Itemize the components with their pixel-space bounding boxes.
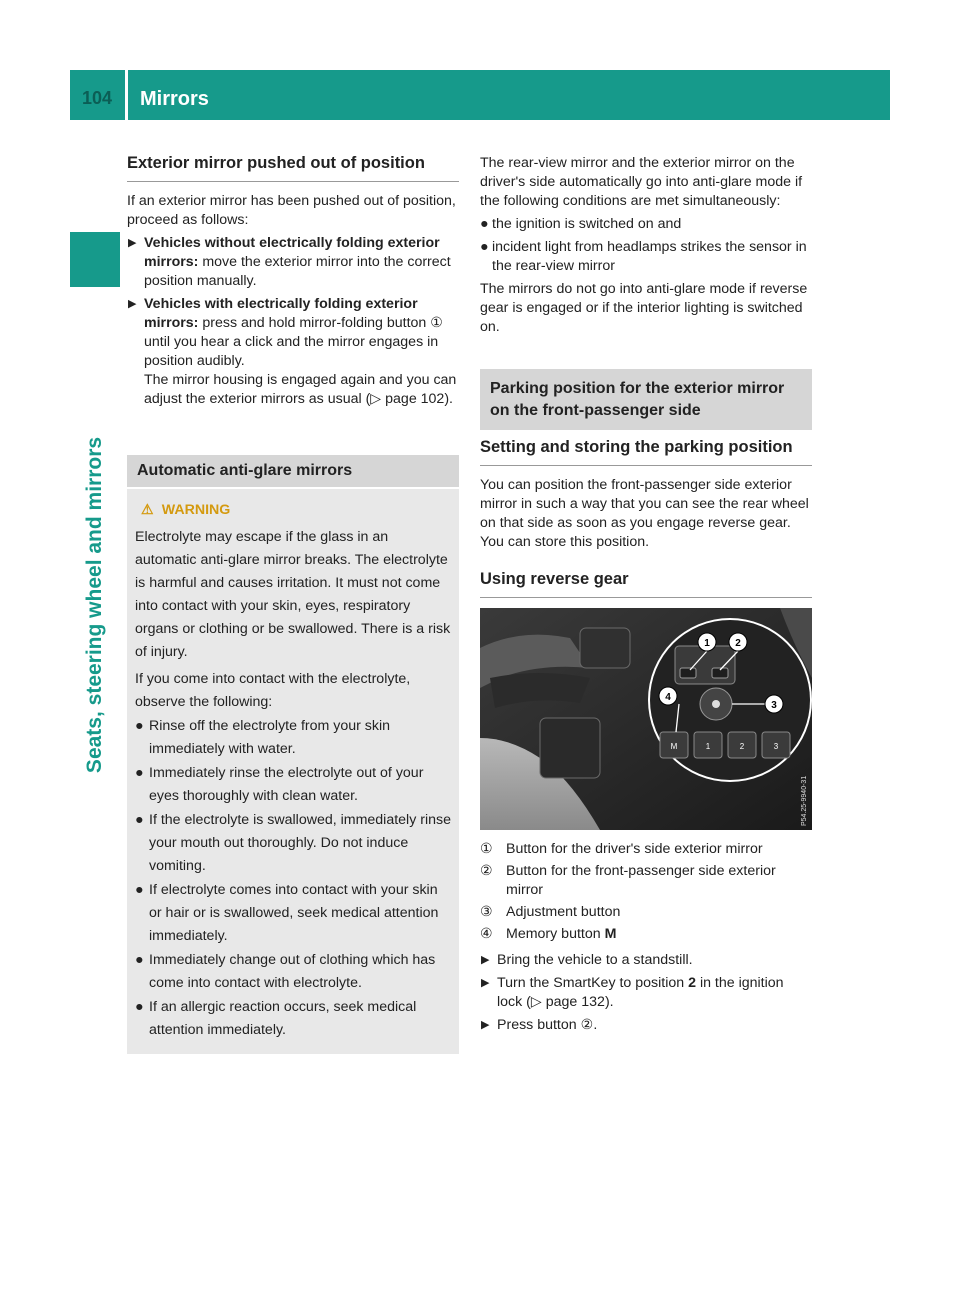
section-heading-anti-glare: Automatic anti-glare mirrors	[127, 455, 459, 487]
step-text: move the exterior mirror into the correct position manually.	[144, 254, 451, 289]
button-label-1: 1	[705, 742, 711, 751]
step-text: Turn the SmartKey to position	[497, 975, 689, 991]
button-label-2: 2	[739, 742, 745, 751]
warning-title	[135, 499, 451, 522]
bullet-icon: ●	[480, 239, 489, 255]
instruction-step	[127, 234, 459, 291]
step-bold-text: Vehicles with electrically folding exterior mirrors:	[144, 296, 418, 331]
callout-label-2: 2	[735, 638, 741, 649]
driver-mirror-button	[680, 668, 696, 678]
bullet-icon: ●	[135, 882, 144, 898]
step-text: Press button	[497, 1017, 581, 1033]
legend-item	[480, 840, 812, 859]
list-item-text: incident light from headlamps strikes the sensor in the rear-view mirror	[492, 239, 807, 274]
arrow-right-icon: ▶	[481, 977, 490, 989]
callout-label-3: 3	[771, 700, 777, 711]
callout-ref: ②	[580, 1017, 594, 1033]
subheading-setting-storing: Setting and storing the parking position	[480, 430, 812, 466]
warning-list-item	[135, 879, 451, 948]
warning-list-item	[135, 715, 451, 761]
legend-text: Button for the driver's side exterior mirror	[506, 841, 763, 857]
legend-number: ①	[480, 841, 493, 857]
adjustment-button-center	[712, 700, 720, 708]
header-divider	[125, 70, 128, 120]
heading-exterior-mirror: Exterior mirror pushed out of position	[127, 150, 459, 182]
subheading-reverse-gear: Using reverse gear	[480, 566, 812, 598]
step-bold-text: Vehicles without electrically folding exterior mirrors:	[144, 235, 440, 270]
step-text: until you hear a click and the mirror engages in position audibly.	[144, 334, 439, 369]
chapter-side-label: Seats, steering wheel and mirrors	[83, 436, 106, 774]
page-reference-link[interactable]: ▷ page 132	[530, 994, 605, 1010]
button-label-3: 3	[773, 742, 779, 751]
window-switch-panel	[540, 718, 600, 778]
arrow-right-icon: ▶	[128, 237, 137, 249]
bullet-icon: ●	[480, 216, 489, 232]
seat-switch-panel	[580, 628, 630, 668]
bullet-icon: ●	[135, 952, 144, 968]
step-text: .	[593, 1017, 598, 1033]
arrow-right-icon: ▶	[481, 954, 490, 966]
door-controls-photo	[480, 608, 812, 830]
legend-number: ④	[480, 926, 493, 942]
legend-item	[480, 925, 812, 944]
section-heading-parking-position: Parking position for the exterior mirror on the front-passenger side	[480, 369, 812, 430]
legend-bold: M	[604, 926, 617, 942]
instruction-step	[480, 951, 812, 970]
step-text: in the ignition lock (	[497, 975, 784, 1010]
chapter-tab-marker	[70, 232, 120, 287]
door-panel-illustration	[480, 608, 812, 830]
callout-ref: ①	[430, 315, 443, 331]
instruction-step	[480, 974, 812, 1012]
warning-box	[127, 489, 459, 1054]
instruction-step	[127, 295, 459, 409]
bullet-icon: ●	[135, 999, 144, 1015]
list-item-text: If an allergic reaction occurs, seek medical attention immediately.	[149, 999, 417, 1038]
warning-title-text: WARNING	[161, 502, 231, 518]
callout-label-4: 4	[665, 692, 671, 703]
list-item-text: Rinse off the electrolyte from your skin immediately with water.	[149, 718, 391, 757]
step-bold-text: 2	[688, 975, 696, 991]
step-text: Bring the vehicle to a standstill.	[497, 952, 693, 968]
legend-text: Memory button	[506, 926, 605, 942]
photo-code: P54.25-9940-31	[801, 775, 808, 826]
instruction-step	[480, 1016, 812, 1035]
list-item-text: Immediately rinse the electrolyte out of your eyes thoroughly with clean water.	[149, 765, 424, 804]
legend-number: ③	[480, 904, 493, 920]
left-column	[127, 150, 459, 1054]
bullet-icon: ●	[135, 718, 144, 734]
page-reference-link[interactable]: ▷ page 102	[370, 391, 445, 407]
step-text: ).	[444, 391, 453, 407]
legend-number: ②	[480, 863, 493, 879]
arrow-right-icon: ▶	[481, 1019, 490, 1031]
warning-list-item	[135, 949, 451, 995]
intro-paragraph: If an exterior mirror has been pushed out of position, proceed as follows:	[127, 193, 456, 228]
step-result-text: The mirror housing is engaged again and you can adjust the exterior mirrors as usual (	[144, 372, 457, 407]
section-title: Mirrors	[140, 88, 209, 110]
list-item	[480, 238, 812, 276]
parking-paragraph: You can position the front-passenger side exterior mirror in such a way that you can see the rear wheel on that side as soon as you engage reverse gear. You can store this position.	[480, 477, 809, 550]
list-item	[480, 215, 812, 234]
warning-paragraph: If you come into contact with the electrolyte, observe the following:	[135, 671, 411, 710]
warning-list-item	[135, 996, 451, 1042]
step-text: press and hold mirror-folding button	[198, 315, 431, 331]
bullet-icon: ●	[135, 812, 144, 828]
bullet-icon: ●	[135, 765, 144, 781]
warning-triangle-icon: ⚠	[141, 502, 154, 518]
arrow-right-icon: ▶	[128, 298, 137, 310]
list-item-text: Immediately change out of clothing which has come into contact with electrolyte.	[149, 952, 436, 991]
legend-text: Button for the front-passenger side exterior mirror	[506, 863, 776, 898]
list-item-text: the ignition is switched on and	[492, 216, 682, 232]
list-item-text: If the electrolyte is swallowed, immediately rinse your mouth out thoroughly. Do not induce vomiting.	[149, 812, 451, 874]
callout-label-1: 1	[704, 638, 710, 649]
warning-paragraph: Electrolyte may escape if the glass in an automatic anti-glare mirror breaks. The electrolyte is harmful and causes irritation. It must not come into contact with your skin, eyes, respiratory organs or clothing or be swallowed. There is a risk of injury.	[135, 529, 451, 660]
legend-text: Adjustment button	[506, 904, 621, 920]
page-number: 104	[82, 88, 113, 108]
button-label-m: M	[670, 742, 678, 751]
list-item-text: If electrolyte comes into contact with your skin or hair or is swallowed, seek medical attention immediately.	[149, 882, 439, 944]
warning-list-item	[135, 809, 451, 878]
step-text: ).	[604, 994, 614, 1010]
legend-item	[480, 862, 812, 900]
legend-item	[480, 903, 812, 922]
warning-list-item	[135, 762, 451, 808]
right-column	[480, 154, 812, 1039]
note-paragraph: The mirrors do not go into anti-glare mode if reverse gear is engaged or if the interior lighting is switched on.	[480, 281, 808, 335]
intro-paragraph: The rear-view mirror and the exterior mirror on the driver's side automatically go into anti-glare mode if the following conditions are met simultaneously:	[480, 155, 803, 209]
